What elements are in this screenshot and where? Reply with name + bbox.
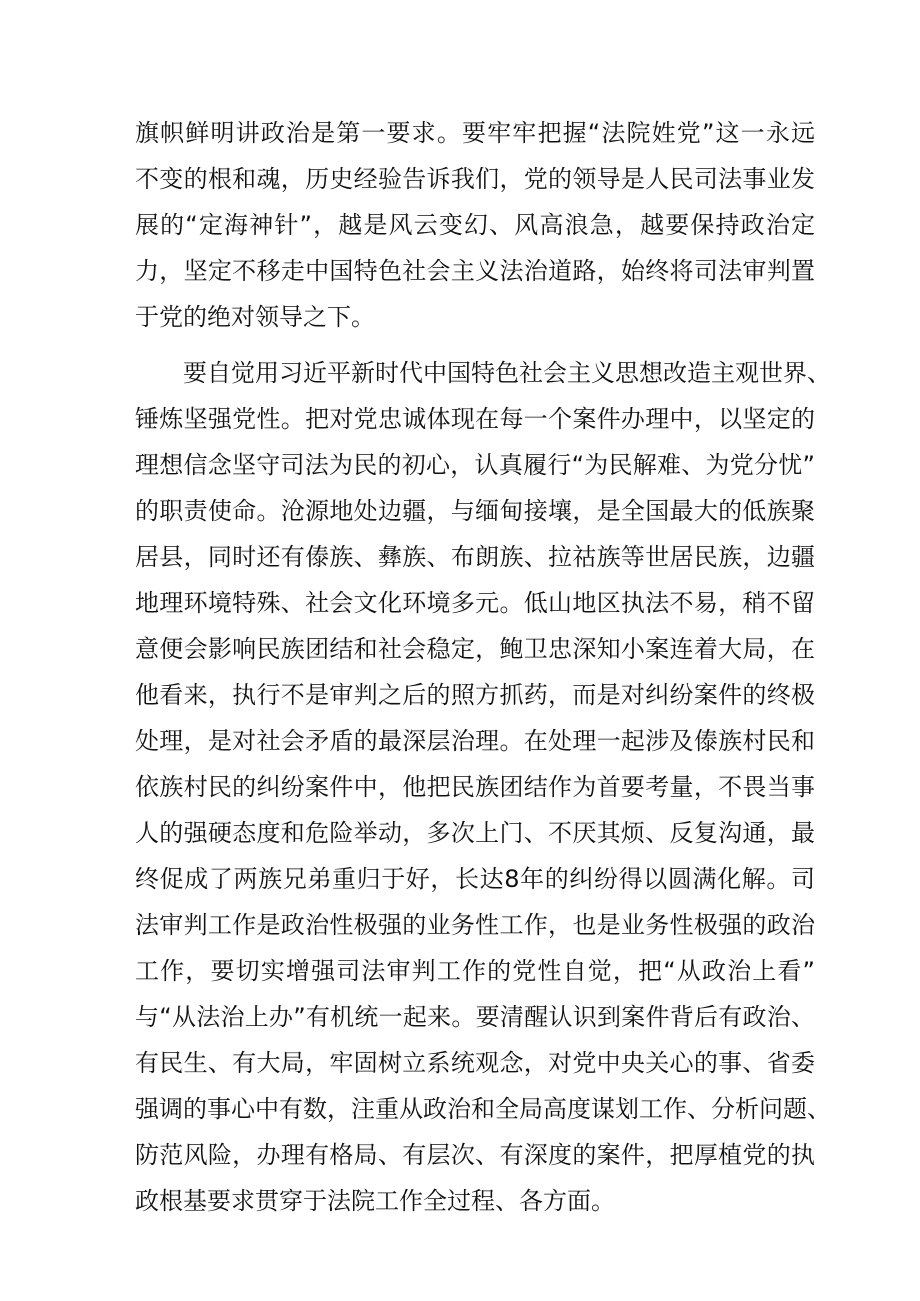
paragraph-line: 居县，同时还有傣族、彝族、布朗族、拉祜族等世居民族，边疆	[135, 543, 815, 571]
paragraph-line: 要自觉用习近平新时代中国特色社会主义思想改造主观世界、	[183, 359, 831, 387]
paragraph-line: 地理环境特殊、社会文化环境多元。低山地区执法不易，稍不留	[135, 589, 815, 617]
paragraph-line: 理想信念坚守司法为民的初心，认真履行“为民解难、为党分忧”	[135, 451, 815, 479]
paragraph-line: 防范风险，办理有格局、有层次、有深度的案件，把厚植党的执	[135, 1141, 815, 1169]
paragraph-line: 人的强硬态度和危险举动，多次上门、不厌其烦、反复沟通，最	[135, 819, 815, 847]
paragraph-line: 有民生、有大局，牢固树立系统观念，对党中央关心的事、省委	[135, 1049, 815, 1077]
paragraph-line: 依族村民的纠纷案件中，他把民族团结作为首要考量，不畏当事	[135, 773, 815, 801]
paragraph-line: 他看来，执行不是审判之后的照方抓药，而是对纠纷案件的终极	[135, 681, 815, 709]
paragraph-line: 不变的根和魂，历史经验告诉我们，党的领导是人民司法事业发	[135, 165, 815, 193]
paragraph-line: 旗帜鲜明讲政治是第一要求。要牢牢把握“法院姓党”这一永远	[135, 119, 815, 147]
paragraph-line: 工作，要切实增强司法审判工作的党性自觉，把“从政治上看”	[135, 957, 815, 985]
paragraph-line: 意便会影响民族团结和社会稳定，鲍卫忠深知小案连着大局，在	[135, 635, 815, 663]
paragraph-line: 强调的事心中有数，注重从政治和全局高度谋划工作、分析问题、	[135, 1095, 831, 1123]
paragraph-line: 法审判工作是政治性极强的业务性工作，也是业务性极强的政治	[135, 911, 815, 939]
paragraph-line: 终促成了两族兄弟重归于好，长达8年的纠纷得以圆满化解。司	[135, 865, 815, 893]
paragraph-line: 的职责使命。沧源地处边疆，与缅甸接壤，是全国最大的低族聚	[135, 497, 815, 525]
paragraph-line: 展的“定海神针”，越是风云变幻、风高浪急，越要保持政治定	[135, 211, 815, 239]
paragraph-line: 与“从法治上办”有机统一起来。要清醒认识到案件背后有政治、	[135, 1003, 815, 1031]
paragraph-line: 锤炼坚强党性。把对党忠诚体现在每一个案件办理中，以坚定的	[135, 405, 815, 433]
paragraph-line: 处理，是对社会矛盾的最深层治理。在处理一起涉及傣族村民和	[135, 727, 815, 755]
paragraph-line: 于党的绝对领导之下。	[135, 303, 375, 331]
paragraph-line: 力，坚定不移走中国特色社会主义法治道路，始终将司法审判置	[135, 257, 815, 285]
paragraph-line: 政根基要求贯穿于法院工作全过程、各方面。	[135, 1187, 615, 1215]
